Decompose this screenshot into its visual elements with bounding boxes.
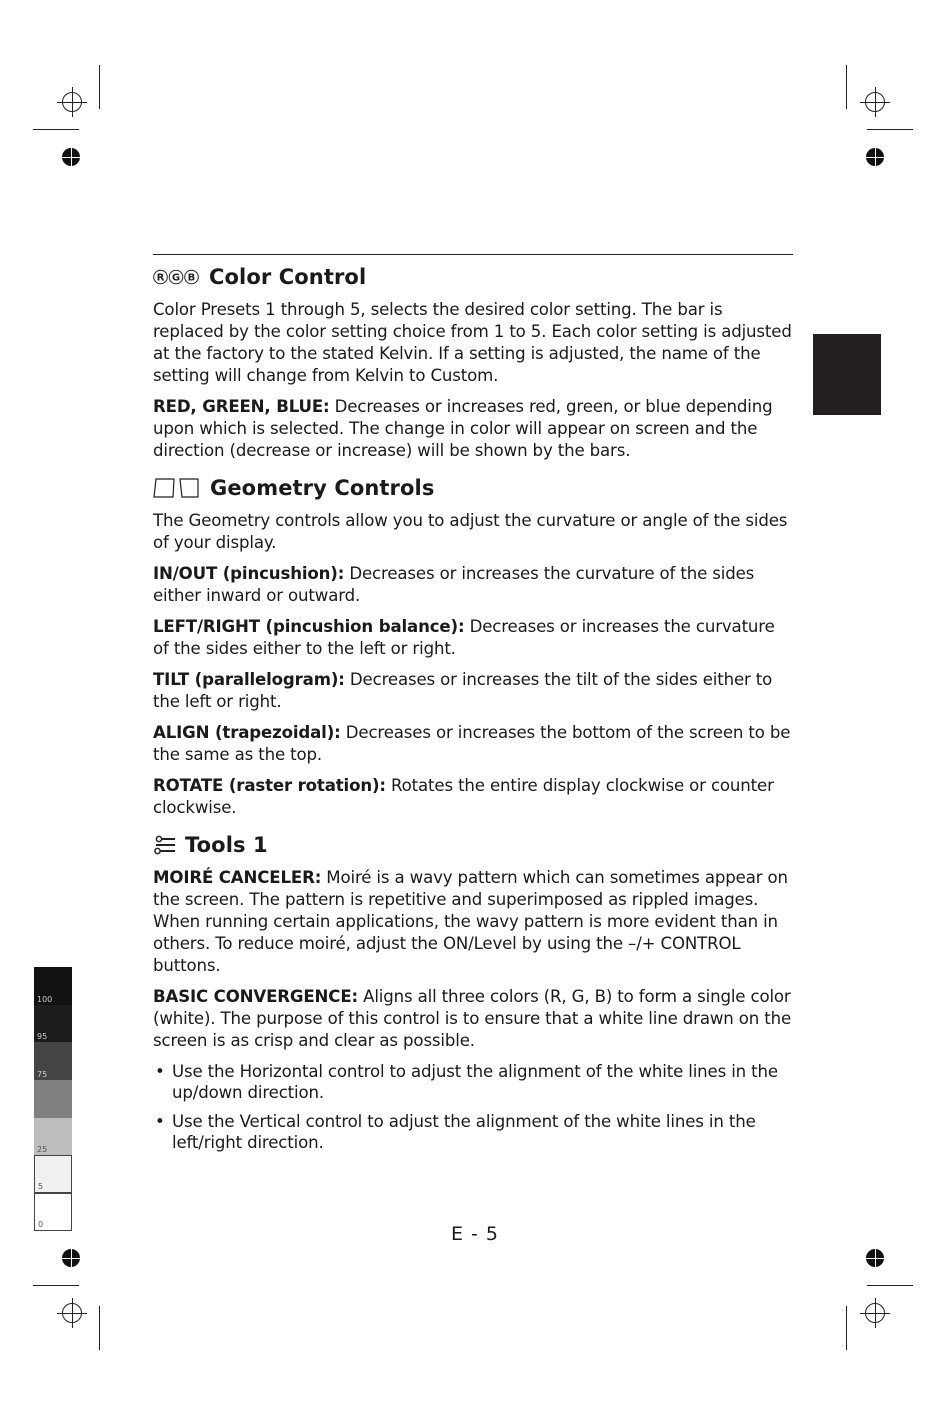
- paragraph: The Geometry controls allow you to adjust the curvature or angle of the sides of your display.: [153, 511, 788, 552]
- paragraph: IN/OUT (pincushion): Decreases or increases the curvature of the sides either inward or outward.: [153, 564, 755, 605]
- registration-dot-icon: [866, 1249, 884, 1267]
- crop-line: [846, 1306, 847, 1350]
- term-label: IN/OUT (pincushion):: [153, 564, 345, 583]
- grayscale-step: [34, 1080, 72, 1118]
- section-title: Tools 1: [185, 833, 268, 857]
- tools-icon: [153, 835, 177, 855]
- rgb-letter: B: [187, 272, 196, 284]
- registration-dot-icon: [62, 1249, 80, 1267]
- section-color-control: [153, 265, 793, 462]
- top-rule: [153, 254, 793, 255]
- section-title: Color Control: [209, 265, 367, 289]
- paragraph: ROTATE (raster rotation): Rotates the entire display clockwise or counter clockwise.: [153, 776, 774, 817]
- section-geometry-controls: [153, 476, 793, 819]
- grayscale-step-label: 75: [37, 1070, 48, 1080]
- grayscale-step-label: 100: [37, 994, 53, 1004]
- grayscale-step: [34, 967, 72, 1005]
- paragraph: MOIRÉ CANCELER: Moiré is a wavy pattern which can sometimes appear on the screen. The pattern is repetitive and superimposed as rippled images. When running certain applications, the wavy pattern is more evident than in others. To reduce moiré, adjust the ON/Level by using the –/+ CONTROL buttons.: [153, 868, 788, 975]
- grayscale-calibration-strip: [34, 967, 72, 1231]
- rgb-letter: G: [171, 272, 181, 284]
- grayscale-step-label: 95: [37, 1032, 48, 1042]
- grayscale-step-label: 25: [37, 1145, 48, 1155]
- paragraph: RED, GREEN, BLUE: Decreases or increases red, green, or blue depending upon which is selected. The change in color will appear on screen and the direction (decrease or increase) will be shown by the bars.: [153, 397, 773, 460]
- paragraph: ALIGN (trapezoidal): Decreases or increases the bottom of the screen to be the same as the top.: [153, 723, 791, 764]
- term-label: ALIGN (trapezoidal):: [153, 723, 341, 742]
- section-heading: [153, 833, 793, 857]
- section-title: Geometry Controls: [210, 476, 435, 500]
- term-label: ROTATE (raster rotation):: [153, 776, 386, 795]
- term-label: MOIRÉ CANCELER:: [153, 868, 322, 887]
- crop-line: [33, 129, 79, 130]
- crop-line: [99, 1306, 100, 1350]
- paragraph: LEFT/RIGHT (pincushion balance): Decreases or increases the curvature of the sides either to the left or right.: [153, 617, 775, 658]
- term-label: RED, GREEN, BLUE:: [153, 397, 330, 416]
- registration-dot-icon: [866, 148, 884, 166]
- grayscale-step: [34, 1155, 72, 1193]
- grayscale-step-label: 0: [38, 1219, 44, 1229]
- chapter-tab-block: [813, 334, 881, 415]
- bullet-list: [153, 1061, 793, 1153]
- paragraph: Color Presets 1 through 5, selects the desired color setting. The bar is replaced by the color setting choice from 1 to 5. Each color setting is adjusted at the factory to the stated Kelvin. If a setting is adjusted, the name of the setting will change from Kelvin to Custom.: [153, 300, 792, 385]
- section-heading: [153, 476, 793, 500]
- registration-dot-icon: [62, 148, 80, 166]
- term-label: LEFT/RIGHT (pincushion balance):: [153, 617, 465, 636]
- crop-line: [867, 129, 913, 130]
- page-number: E - 5: [450, 1223, 500, 1245]
- paragraph: BASIC CONVERGENCE: Aligns all three colors (R, G, B) to form a single color (white). The purpose of this control is to ensure that a white line drawn on the screen is as crisp and clear as possible.: [153, 987, 792, 1050]
- bullet-item: • Use the Vertical control to adjust the alignment of the white lines in the left/right direction.: [153, 1111, 793, 1153]
- crop-line: [99, 65, 100, 109]
- registration-target-icon: [865, 1303, 885, 1323]
- registration-target-icon: [865, 92, 885, 112]
- registration-target-icon: [62, 92, 82, 112]
- geometry-icon: [153, 478, 200, 498]
- grayscale-step: [34, 1118, 72, 1156]
- grayscale-step: [34, 1005, 72, 1043]
- crop-line: [846, 65, 847, 109]
- registration-target-icon: [62, 1303, 82, 1323]
- term-label: TILT (parallelogram):: [153, 670, 345, 689]
- bullet-item: • Use the Horizontal control to adjust the alignment of the white lines in the up/down direction.: [153, 1061, 793, 1103]
- section-heading: [153, 265, 793, 289]
- grayscale-step-label: 5: [38, 1182, 44, 1192]
- rgb-icon: [153, 267, 199, 287]
- crop-line: [867, 1285, 913, 1286]
- rgb-letter: R: [156, 272, 165, 284]
- paragraph: TILT (parallelogram): Decreases or increases the tilt of the sides either to the left or right.: [153, 670, 773, 711]
- manual-page-content: [153, 254, 793, 1161]
- term-label: BASIC CONVERGENCE:: [153, 987, 358, 1006]
- grayscale-step: [34, 1042, 72, 1080]
- section-tools-1: [153, 833, 793, 1153]
- crop-line: [33, 1285, 79, 1286]
